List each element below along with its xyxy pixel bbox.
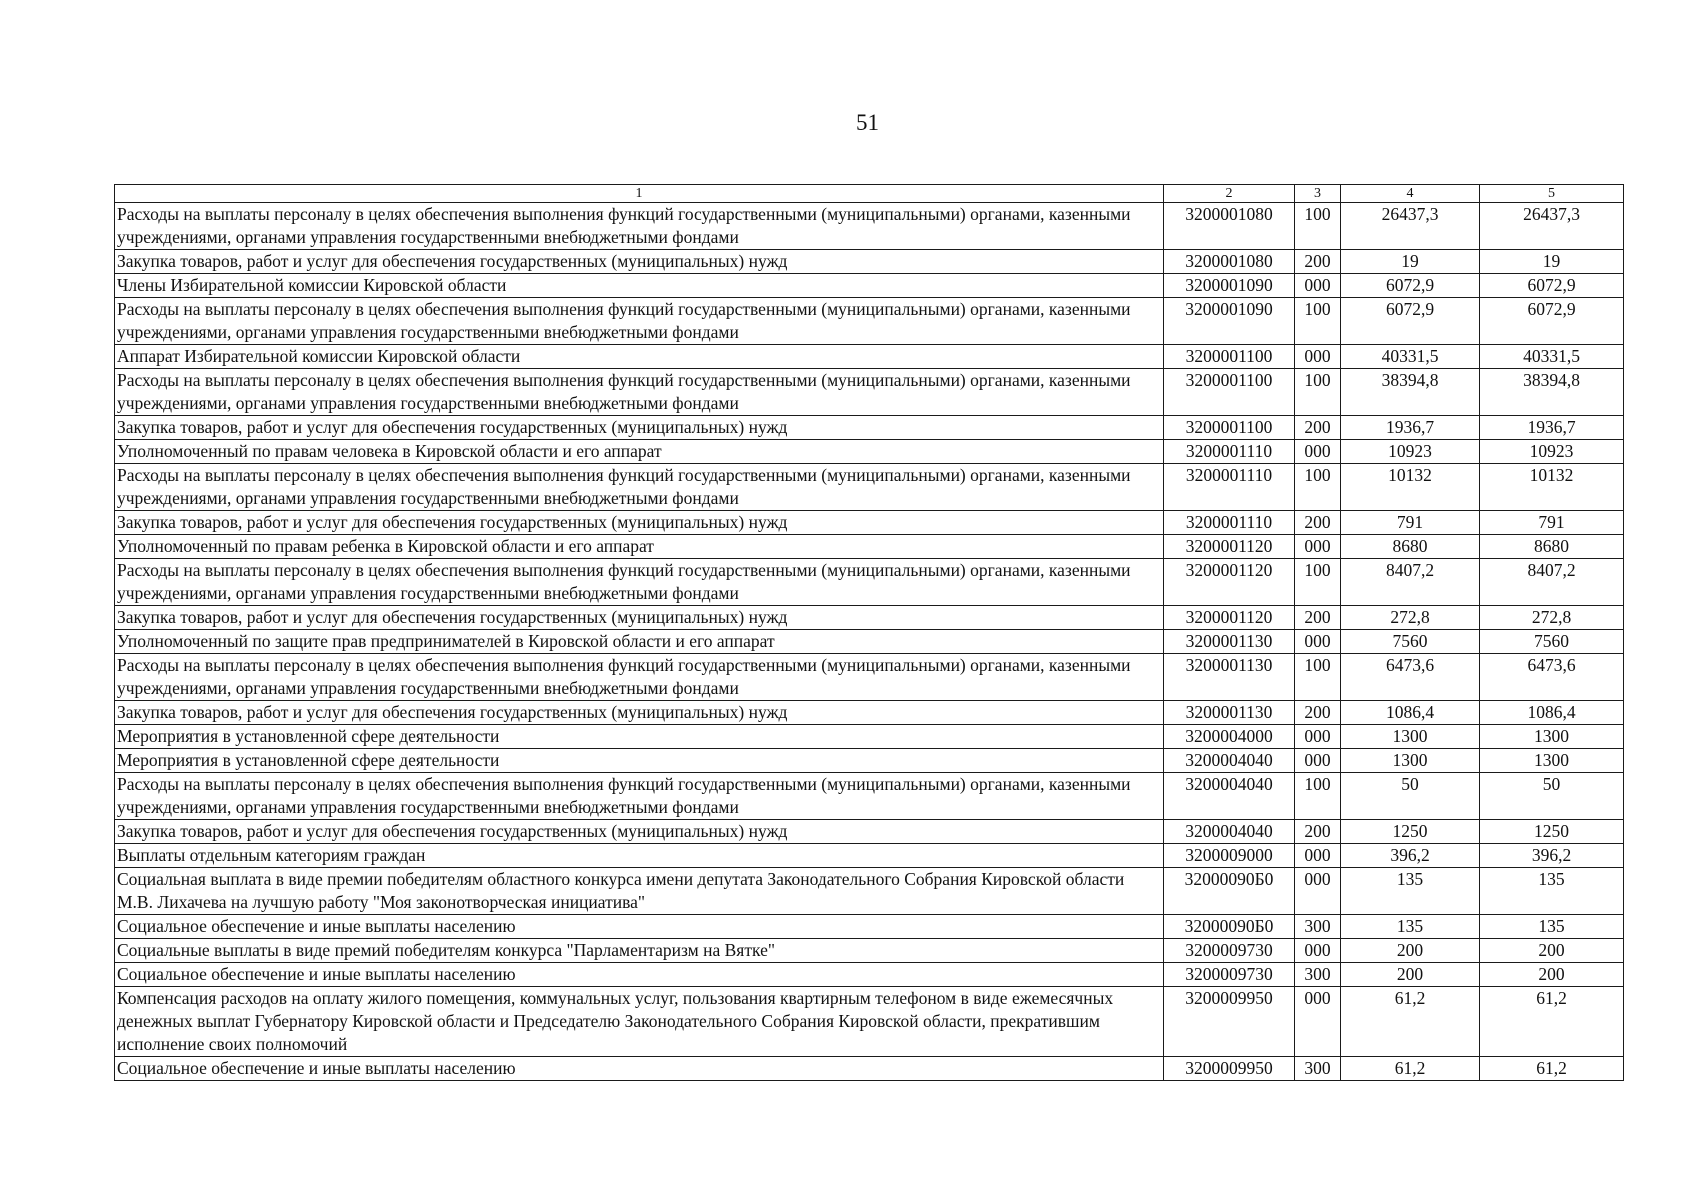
amount-col5-cell: 38394,8 (1480, 369, 1624, 416)
expense-name-cell: Расходы на выплаты персоналу в целях обеспечения выполнения функций государственными (муниципальными) органами, казенными учреждениями, органами управления государственными внебюджетными фондами (115, 203, 1164, 250)
target-code-cell: 3200004040 (1164, 749, 1295, 773)
expense-type-cell: 100 (1295, 369, 1341, 416)
amount-col4-cell: 10132 (1341, 464, 1480, 511)
target-code-cell: 32000090Б0 (1164, 868, 1295, 915)
amount-col5-cell: 50 (1480, 773, 1624, 820)
expense-name-cell: Члены Избирательной комиссии Кировской области (115, 274, 1164, 298)
table-row (115, 416, 1624, 440)
target-code-cell: 3200001110 (1164, 464, 1295, 511)
amount-col5-cell: 1300 (1480, 725, 1624, 749)
table-header-row (115, 185, 1624, 203)
amount-col4-cell: 19 (1341, 250, 1480, 274)
target-code-cell: 3200001120 (1164, 559, 1295, 606)
amount-col5-cell: 61,2 (1480, 1057, 1624, 1081)
amount-col5-cell: 6473,6 (1480, 654, 1624, 701)
column-header-3: 3 (1295, 185, 1341, 203)
table-row (115, 654, 1624, 701)
table-row (115, 844, 1624, 868)
column-header-2: 2 (1164, 185, 1295, 203)
target-code-cell: 3200001100 (1164, 416, 1295, 440)
expense-type-cell: 100 (1295, 773, 1341, 820)
target-code-cell: 3200001100 (1164, 369, 1295, 416)
amount-col4-cell: 61,2 (1341, 987, 1480, 1057)
table-body (115, 203, 1624, 1081)
budget-table (114, 184, 1624, 1081)
page-number: 51 (856, 110, 879, 135)
expense-name-cell: Мероприятия в установленной сфере деятельности (115, 749, 1164, 773)
target-code-cell: 3200001120 (1164, 606, 1295, 630)
expense-type-cell: 100 (1295, 298, 1341, 345)
table-row (115, 203, 1624, 250)
expense-name-cell: Расходы на выплаты персоналу в целях обеспечения выполнения функций государственными (муниципальными) органами, казенными учреждениями, органами управления государственными внебюджетными фондами (115, 369, 1164, 416)
amount-col4-cell: 791 (1341, 511, 1480, 535)
target-code-cell: 3200001100 (1164, 345, 1295, 369)
amount-col5-cell: 396,2 (1480, 844, 1624, 868)
table-row (115, 820, 1624, 844)
expense-name-cell: Расходы на выплаты персоналу в целях обеспечения выполнения функций государственными (муниципальными) органами, казенными учреждениями, органами управления государственными внебюджетными фондами (115, 464, 1164, 511)
expense-type-cell: 200 (1295, 701, 1341, 725)
amount-col4-cell: 1300 (1341, 749, 1480, 773)
expense-name-cell: Выплаты отдельным категориям граждан (115, 844, 1164, 868)
amount-col4-cell: 8407,2 (1341, 559, 1480, 606)
amount-col5-cell: 135 (1480, 915, 1624, 939)
expense-name-cell: Уполномоченный по защите прав предпринимателей в Кировской области и его аппарат (115, 630, 1164, 654)
expense-type-cell: 200 (1295, 416, 1341, 440)
expense-type-cell: 000 (1295, 535, 1341, 559)
table-row (115, 511, 1624, 535)
expense-type-cell: 100 (1295, 654, 1341, 701)
amount-col4-cell: 1300 (1341, 725, 1480, 749)
expense-type-cell: 000 (1295, 274, 1341, 298)
expense-type-cell: 100 (1295, 559, 1341, 606)
amount-col5-cell: 8407,2 (1480, 559, 1624, 606)
amount-col5-cell: 10923 (1480, 440, 1624, 464)
amount-col4-cell: 6473,6 (1341, 654, 1480, 701)
target-code-cell: 3200001090 (1164, 274, 1295, 298)
expense-name-cell: Закупка товаров, работ и услуг для обеспечения государственных (муниципальных) нужд (115, 701, 1164, 725)
amount-col4-cell: 7560 (1341, 630, 1480, 654)
amount-col4-cell: 8680 (1341, 535, 1480, 559)
target-code-cell: 3200009730 (1164, 939, 1295, 963)
expense-name-cell: Уполномоченный по правам человека в Кировской области и его аппарат (115, 440, 1164, 464)
amount-col4-cell: 38394,8 (1341, 369, 1480, 416)
expense-name-cell: Закупка товаров, работ и услуг для обеспечения государственных (муниципальных) нужд (115, 250, 1164, 274)
expense-name-cell: Мероприятия в установленной сфере деятельности (115, 725, 1164, 749)
amount-col5-cell: 1936,7 (1480, 416, 1624, 440)
table-row (115, 773, 1624, 820)
table-row (115, 559, 1624, 606)
amount-col4-cell: 200 (1341, 963, 1480, 987)
expense-type-cell: 100 (1295, 203, 1341, 250)
expense-name-cell: Закупка товаров, работ и услуг для обеспечения государственных (муниципальных) нужд (115, 606, 1164, 630)
table-row (115, 749, 1624, 773)
expense-type-cell: 100 (1295, 464, 1341, 511)
amount-col4-cell: 396,2 (1341, 844, 1480, 868)
table-row (115, 939, 1624, 963)
expense-type-cell: 000 (1295, 440, 1341, 464)
expense-type-cell: 000 (1295, 987, 1341, 1057)
target-code-cell: 32000090Б0 (1164, 915, 1295, 939)
expense-type-cell: 000 (1295, 630, 1341, 654)
expense-type-cell: 000 (1295, 868, 1341, 915)
expense-name-cell: Закупка товаров, работ и услуг для обеспечения государственных (муниципальных) нужд (115, 416, 1164, 440)
column-header-1: 1 (115, 185, 1164, 203)
table-row (115, 630, 1624, 654)
table-row (115, 345, 1624, 369)
amount-col5-cell: 1300 (1480, 749, 1624, 773)
target-code-cell: 3200009950 (1164, 1057, 1295, 1081)
amount-col4-cell: 200 (1341, 939, 1480, 963)
expense-type-cell: 300 (1295, 1057, 1341, 1081)
table-row (115, 274, 1624, 298)
expense-name-cell: Закупка товаров, работ и услуг для обеспечения государственных (муниципальных) нужд (115, 820, 1164, 844)
table-row (115, 250, 1624, 274)
amount-col5-cell: 200 (1480, 939, 1624, 963)
target-code-cell: 3200001130 (1164, 701, 1295, 725)
amount-col5-cell: 1250 (1480, 820, 1624, 844)
expense-type-cell: 300 (1295, 963, 1341, 987)
amount-col5-cell: 26437,3 (1480, 203, 1624, 250)
table-row (115, 725, 1624, 749)
table-row (115, 606, 1624, 630)
table-row (115, 963, 1624, 987)
table-row (115, 701, 1624, 725)
amount-col4-cell: 1086,4 (1341, 701, 1480, 725)
amount-col4-cell: 1250 (1341, 820, 1480, 844)
amount-col5-cell: 40331,5 (1480, 345, 1624, 369)
amount-col5-cell: 791 (1480, 511, 1624, 535)
expense-type-cell: 000 (1295, 844, 1341, 868)
target-code-cell: 3200001130 (1164, 630, 1295, 654)
expense-type-cell: 000 (1295, 345, 1341, 369)
amount-col5-cell: 19 (1480, 250, 1624, 274)
amount-col4-cell: 26437,3 (1341, 203, 1480, 250)
amount-col5-cell: 61,2 (1480, 987, 1624, 1057)
amount-col4-cell: 6072,9 (1341, 298, 1480, 345)
amount-col4-cell: 10923 (1341, 440, 1480, 464)
table-row (115, 298, 1624, 345)
column-header-4: 4 (1341, 185, 1480, 203)
amount-col5-cell: 8680 (1480, 535, 1624, 559)
amount-col5-cell: 6072,9 (1480, 274, 1624, 298)
expense-type-cell: 200 (1295, 511, 1341, 535)
column-header-5: 5 (1480, 185, 1624, 203)
expense-name-cell: Аппарат Избирательной комиссии Кировской области (115, 345, 1164, 369)
amount-col5-cell: 272,8 (1480, 606, 1624, 630)
target-code-cell: 3200001110 (1164, 440, 1295, 464)
expense-name-cell: Компенсация расходов на оплату жилого помещения, коммунальных услуг, пользования квартирным телефоном в виде ежемесячных денежных выплат Губернатору Кировской области и Председателю Законодательного Собрания Кировской области, прекратившим исполнение своих полномочий (115, 987, 1164, 1057)
amount-col4-cell: 40331,5 (1341, 345, 1480, 369)
target-code-cell: 3200001090 (1164, 298, 1295, 345)
expense-name-cell: Расходы на выплаты персоналу в целях обеспечения выполнения функций государственными (муниципальными) органами, казенными учреждениями, органами управления государственными внебюджетными фондами (115, 654, 1164, 701)
expense-name-cell: Социальное обеспечение и иные выплаты населению (115, 915, 1164, 939)
expense-name-cell: Социальные выплаты в виде премий победителям конкурса "Парламентаризм на Вятке" (115, 939, 1164, 963)
target-code-cell: 3200001120 (1164, 535, 1295, 559)
expense-name-cell: Расходы на выплаты персоналу в целях обеспечения выполнения функций государственными (муниципальными) органами, казенными учреждениями, органами управления государственными внебюджетными фондами (115, 298, 1164, 345)
amount-col5-cell: 6072,9 (1480, 298, 1624, 345)
table-row (115, 535, 1624, 559)
budget-table-container (114, 184, 1623, 1081)
table-row (115, 987, 1624, 1057)
amount-col4-cell: 6072,9 (1341, 274, 1480, 298)
expense-type-cell: 200 (1295, 606, 1341, 630)
amount-col5-cell: 7560 (1480, 630, 1624, 654)
target-code-cell: 3200001080 (1164, 250, 1295, 274)
table-row (115, 440, 1624, 464)
expense-type-cell: 000 (1295, 749, 1341, 773)
expense-name-cell: Расходы на выплаты персоналу в целях обеспечения выполнения функций государственными (муниципальными) органами, казенными учреждениями, органами управления государственными внебюджетными фондами (115, 559, 1164, 606)
target-code-cell: 3200001080 (1164, 203, 1295, 250)
target-code-cell: 3200001110 (1164, 511, 1295, 535)
table-row (115, 915, 1624, 939)
target-code-cell: 3200004040 (1164, 820, 1295, 844)
target-code-cell: 3200001130 (1164, 654, 1295, 701)
expense-name-cell: Уполномоченный по правам ребенка в Кировской области и его аппарат (115, 535, 1164, 559)
target-code-cell: 3200009000 (1164, 844, 1295, 868)
amount-col5-cell: 1086,4 (1480, 701, 1624, 725)
expense-type-cell: 000 (1295, 725, 1341, 749)
amount-col4-cell: 61,2 (1341, 1057, 1480, 1081)
amount-col4-cell: 272,8 (1341, 606, 1480, 630)
amount-col4-cell: 1936,7 (1341, 416, 1480, 440)
expense-name-cell: Закупка товаров, работ и услуг для обеспечения государственных (муниципальных) нужд (115, 511, 1164, 535)
amount-col4-cell: 135 (1341, 915, 1480, 939)
amount-col5-cell: 10132 (1480, 464, 1624, 511)
target-code-cell: 3200004000 (1164, 725, 1295, 749)
table-row (115, 369, 1624, 416)
expense-type-cell: 300 (1295, 915, 1341, 939)
expense-type-cell: 200 (1295, 250, 1341, 274)
amount-col5-cell: 135 (1480, 868, 1624, 915)
expense-name-cell: Расходы на выплаты персоналу в целях обеспечения выполнения функций государственными (муниципальными) органами, казенными учреждениями, органами управления государственными внебюджетными фондами (115, 773, 1164, 820)
table-row (115, 1057, 1624, 1081)
target-code-cell: 3200004040 (1164, 773, 1295, 820)
expense-name-cell: Социальное обеспечение и иные выплаты населению (115, 963, 1164, 987)
table-row (115, 464, 1624, 511)
amount-col4-cell: 135 (1341, 868, 1480, 915)
expense-type-cell: 000 (1295, 939, 1341, 963)
amount-col5-cell: 200 (1480, 963, 1624, 987)
target-code-cell: 3200009950 (1164, 987, 1295, 1057)
amount-col4-cell: 50 (1341, 773, 1480, 820)
expense-name-cell: Социальное обеспечение и иные выплаты населению (115, 1057, 1164, 1081)
expense-name-cell: Социальная выплата в виде премии победителям областного конкурса имени депутата Законодательного Собрания Кировской области М.В. Лихачева на лучшую работу "Моя законотворческая инициатива" (115, 868, 1164, 915)
expense-type-cell: 200 (1295, 820, 1341, 844)
target-code-cell: 3200009730 (1164, 963, 1295, 987)
table-row (115, 868, 1624, 915)
